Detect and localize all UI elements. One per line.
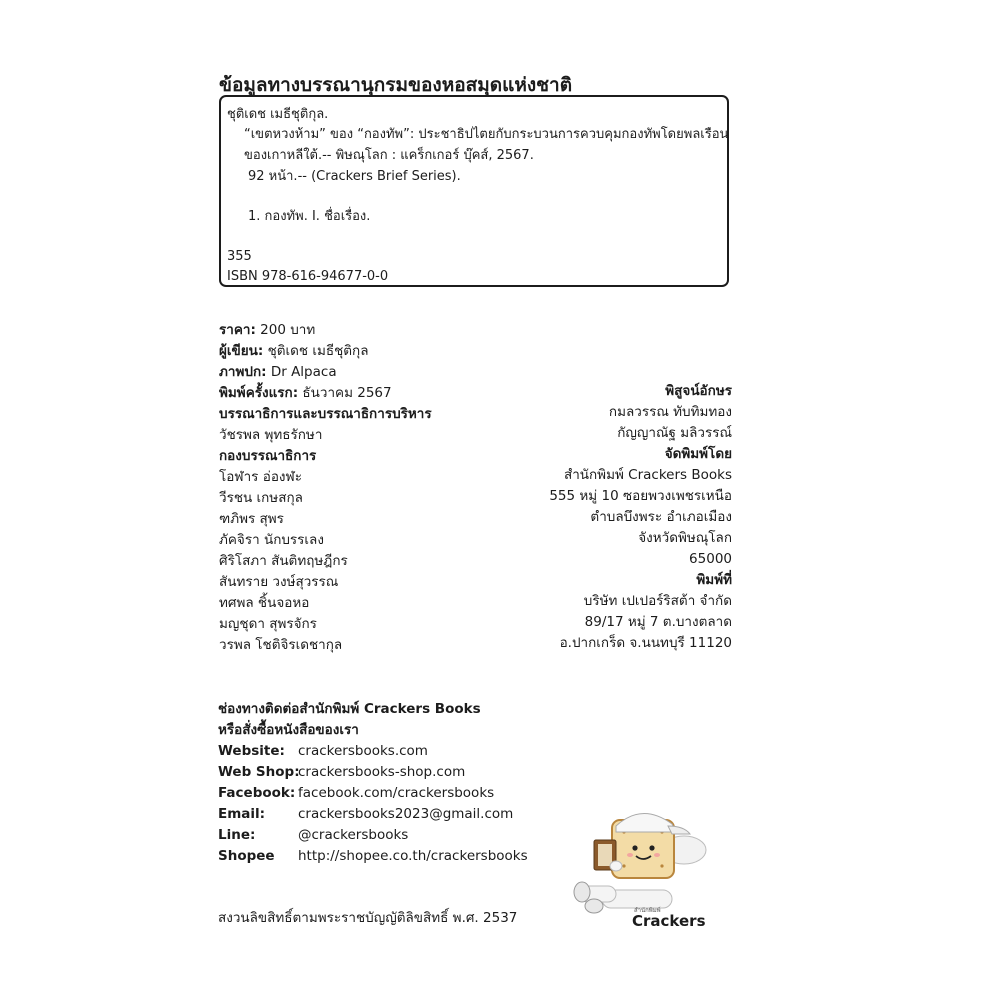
copyright-notice: สงวนลิขสิทธิ์ตามพระราชบัญญัติลิขสิทธิ์ พ.ศ. 2537	[218, 910, 518, 926]
line-id[interactable]: @crackersbooks	[298, 827, 409, 843]
board-member: วรพล โชติจิรเดชากุล	[219, 637, 343, 653]
board-member: มญชุดา สุพรจักร	[219, 616, 317, 632]
cip-pages-line: 92 หน้า.-- (Crackers Brief Series).	[248, 169, 461, 184]
cover-label: ภาพปก:	[219, 364, 267, 380]
contact-key: Facebook:	[218, 785, 296, 801]
contact-row-website	[218, 741, 481, 762]
board-heading: กองบรรณาธิการ	[219, 448, 317, 464]
board-member: ภัคจิรา นักบรรเลง	[219, 532, 324, 548]
publisher-line: ตำบลบึงพระ อำเภอเมือง	[590, 509, 732, 525]
first-print-label: พิมพ์ครั้งแรก:	[219, 385, 299, 401]
board-member: ศิริโสภา สันติทฤษฎีกร	[219, 553, 348, 569]
logo-brand-text: Crackers	[632, 912, 706, 930]
proof-name: กมลวรรณ ทับทิมทอง	[608, 404, 732, 420]
publisher-line: 65000	[689, 551, 732, 567]
contact-key: Web Shop:	[218, 764, 300, 780]
logo-small-text: สำนักพิมพ์	[634, 907, 661, 914]
contact-row-line	[218, 825, 481, 846]
cip-subject-line: 1. กองทัพ. I. ชื่อเรื่อง.	[248, 209, 371, 224]
contact-row-shopee	[218, 846, 528, 867]
publisher-heading: จัดพิมพ์โดย	[664, 446, 732, 462]
cip-isbn: ISBN 978-616-94677-0-0	[227, 269, 389, 284]
first-print-value: ธันวาคม 2567	[302, 385, 392, 401]
contact-heading: ช่องทางติดต่อสำนักพิมพ์ Crackers Books	[218, 701, 481, 717]
proof-heading: พิสูจน์อักษร	[665, 383, 732, 399]
website-link[interactable]: crackersbooks.com	[298, 743, 428, 759]
board-member: วีรชน เกษสกุล	[219, 490, 303, 506]
credits-list	[219, 320, 459, 656]
board-member: ฑภิพร สุพร	[219, 511, 284, 527]
author-row	[219, 341, 459, 362]
contact-section	[218, 699, 528, 867]
publishing-info	[480, 381, 732, 654]
cip-author-line: ชุติเดช เมธีชุติกุล.	[227, 107, 329, 122]
board-member: โอฬาร อ่องฬะ	[219, 469, 302, 485]
publisher-line: สำนักพิมพ์ Crackers Books	[563, 467, 732, 483]
first-print-row	[219, 383, 459, 404]
printer-line: บริษัท เปเปอร์ริสต้า จำกัด	[583, 593, 732, 609]
price-row	[219, 320, 459, 341]
email-link[interactable]: crackersbooks2023@gmail.com	[298, 806, 514, 822]
cip-record-box	[219, 95, 729, 287]
contact-row-email	[218, 804, 514, 825]
webshop-link[interactable]: crackersbooks-shop.com	[298, 764, 466, 780]
shopee-link[interactable]: http://shopee.co.th/crackersbooks	[298, 848, 528, 864]
printer-line: 89/17 หมู่ 7 ต.บางตลาด	[584, 614, 732, 630]
cover-value: Dr Alpaca	[270, 364, 337, 380]
author-value: ชุติเดช เมธีชุติกุล	[267, 343, 369, 359]
printer-line: อ.ปากเกร็ด จ.นนทบุรี 11120	[559, 635, 732, 651]
board-member: ทศพล ชิ้นจอหอ	[219, 595, 310, 611]
cip-heading: ข้อมูลทางบรรณานุกรมของหอสมุดแห่งชาติ	[219, 74, 573, 96]
contact-subheading: หรือสั่งซื้อหนังสือของเรา	[218, 722, 359, 738]
editor-name: วัชรพล พุทธรักษา	[219, 427, 323, 443]
editors-heading: บรรณาธิการและบรรณาธิการบริหาร	[219, 406, 432, 422]
cracker-mascot-reading-icon	[572, 808, 712, 933]
price-label: ราคา:	[219, 322, 256, 338]
cover-row	[219, 362, 459, 383]
contact-row-webshop	[218, 762, 481, 783]
board-member: สันทราย วงษ์สุวรรณ	[219, 574, 339, 590]
contact-key: Shopee	[218, 848, 275, 864]
contact-key: Email:	[218, 806, 266, 822]
printer-heading: พิมพ์ที่	[696, 572, 732, 588]
author-label: ผู้เขียน:	[219, 343, 264, 359]
cip-classification: 355	[227, 249, 252, 264]
contact-row-facebook	[218, 783, 495, 804]
publisher-line: จังหวัดพิษณุโลก	[638, 530, 732, 546]
contact-key: Line:	[218, 827, 256, 843]
price-value: 200 บาท	[260, 322, 316, 338]
facebook-link[interactable]: facebook.com/crackersbooks	[298, 785, 495, 801]
publisher-line: 555 หมู่ 10 ซอยพวงเพชรเหนือ	[549, 488, 732, 504]
contact-key: Website:	[218, 743, 285, 759]
cip-imprint-line: ของเกาหลีใต้.-- พิษณุโลก : แคร็กเกอร์ บุ๊คส์, 2567.	[244, 148, 534, 163]
proof-name: กัญญาณัฐ มลิวรรณ์	[617, 425, 732, 441]
cip-title-line: “เขตหวงห้าม” ของ “กองทัพ”: ประชาธิปไตยกับกระบวนการควบคุมกองทัพโดยพลเรือน	[244, 127, 729, 142]
